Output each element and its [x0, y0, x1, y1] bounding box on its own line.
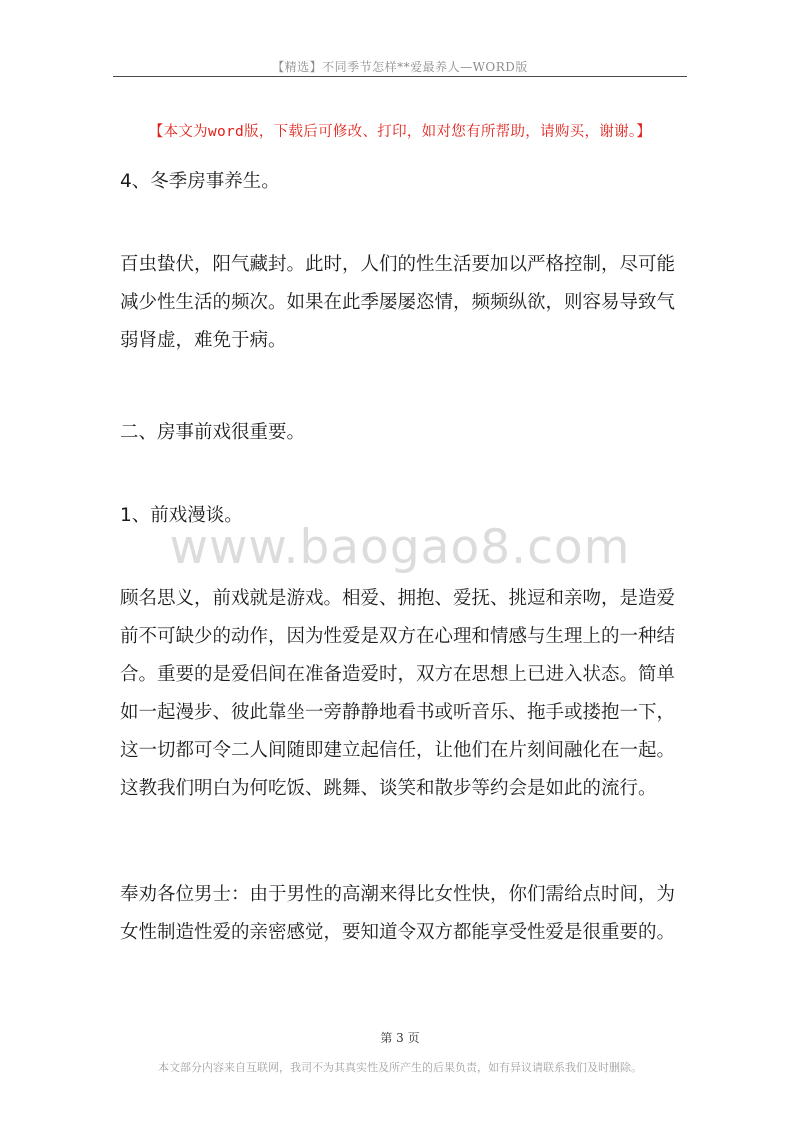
- text-line: 这教我们明白为何吃饭、跳舞、谈笑和散步等约会是如此的流行。: [120, 778, 657, 799]
- text-line: 4、冬季房事养生。: [120, 171, 280, 192]
- text-line: 合。重要的是爱侣间在准备造爱时，双方在思想上已进入状态。简单: [120, 664, 676, 685]
- text-line: 如一起漫步、彼此靠坐一旁静静地看书或听音乐、拖手或搂抱一下，: [120, 702, 676, 723]
- text-line: 前不可缺少的动作，因为性爱是双方在心理和情感与生理上的一种结: [120, 626, 676, 647]
- text-line: 女性制造性爱的亲密感觉，要知道令双方都能享受性爱是很重要的。: [120, 922, 676, 943]
- text-line: 二、房事前戏很重要。: [120, 422, 306, 443]
- paragraph-winter-body: [120, 246, 690, 360]
- page-header-title: 【精选】不同季节怎样**爱最养人—WORD版: [272, 60, 528, 74]
- text-line: 奉劝各位男士：由于男性的高潮来得比女性快，你们需给点时间，为: [120, 884, 676, 905]
- page-number: 第 3 页: [380, 1031, 420, 1045]
- text-line: 顾名思义，前戏就是游戏。相爱、拥抱、爱抚、挑逗和亲吻，是造爱: [120, 588, 676, 609]
- text-line: 1、前戏漫谈。: [120, 505, 243, 526]
- text-line: 这一切都可令二人间随即建立起信任，让他们在片刻间融化在一起。: [120, 740, 676, 761]
- text-line: 弱肾虚，难免于病。: [120, 330, 287, 351]
- watermark-text: www.baogao8.com: [169, 520, 631, 575]
- paragraph-advice-men: [120, 876, 690, 952]
- paragraph-foreplay-body: [120, 580, 690, 808]
- text-line: 百虫蛰伏，阳气藏封。此时，人们的性生活要加以严格控制，尽可能: [120, 254, 676, 275]
- text-line: 减少性生活的频次。如果在此季屡屡恣情，频频纵欲，则容易导致气: [120, 292, 676, 313]
- header-divider: [113, 76, 687, 77]
- document-notice: 【本文为word版，下载后可修改、打印，如对您有所帮助，请购买，谢谢。】: [148, 124, 652, 140]
- footer-disclaimer: 本文部分内容来自互联网，我司不为其真实性及所产生的后果负责，如有异议请联系我们及时删除。: [158, 1061, 642, 1074]
- section-heading-winter: [120, 163, 690, 201]
- section-heading-foreplay: [120, 414, 690, 452]
